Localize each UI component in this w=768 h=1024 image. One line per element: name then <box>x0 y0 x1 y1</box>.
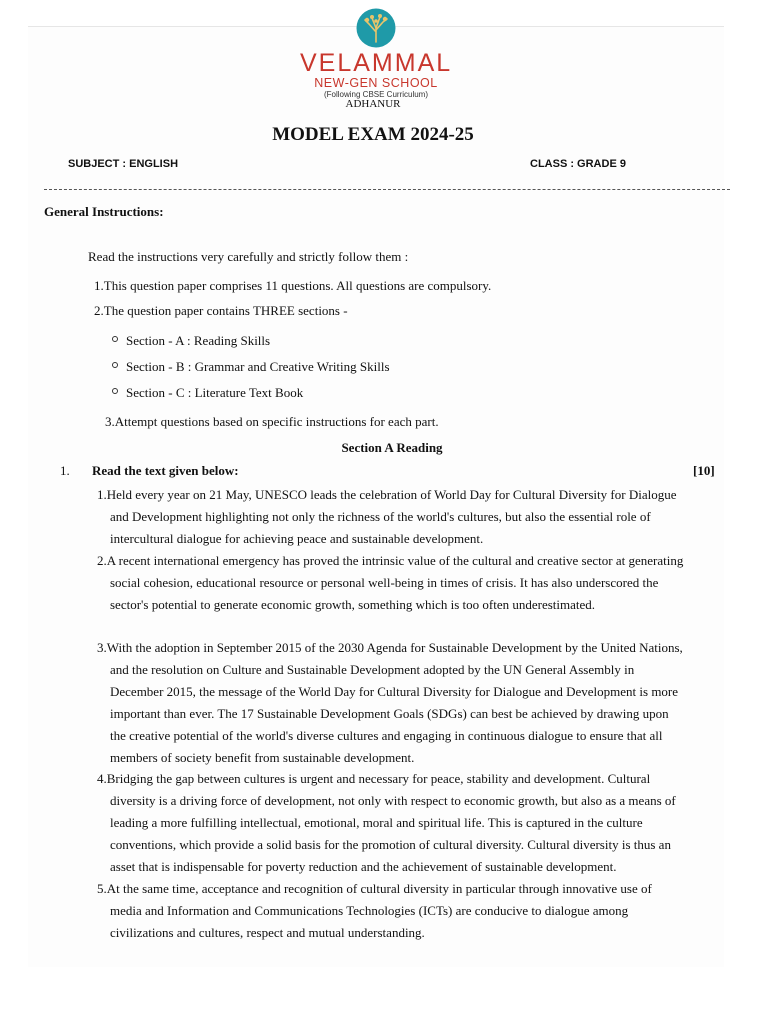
passage-paragraph: 1.Held every year on 21 May, UNESCO leads the celebration of World Day for Cultural Diversity for Dialogue and Development highlighting not only the richness of the world's cultures, but also the essential role of intercultural dialogue for achieving peace and sustainable development. <box>97 487 677 546</box>
question-text: Read the text given below: <box>92 463 239 478</box>
tree-emblem-icon <box>355 8 397 48</box>
school-logo <box>300 8 452 100</box>
bullet-circle-icon <box>112 336 118 342</box>
subject-label: SUBJECT : ENGLISH <box>68 158 179 170</box>
instructions-heading: General Instructions: <box>44 204 164 219</box>
passage-paragraph: 5.At the same time, acceptance and recognition of cultural diversity in particular through innovative use of media and Information and Communications Technologies (ICTs) are conducive to dialogue among civilizations and cultures, respect and mutual understanding. <box>97 881 652 940</box>
passage-paragraph: 3.With the adoption in September 2015 of the 2030 Agenda for Sustainable Development by the United Nations, and the resolution on Culture and Sustainable Development adopted by the UN General Assembly in December 2015, the message of the World Day for Cultural Diversity for Dialogue and Development is more important than ever. The 17 Sustainable Development Goals (SDGs) can best be achieved by drawing upon the creative potential of the world's diverse cultures and engaging in continuous dialogue to ensure that all members of society benefit from sustainable development. <box>97 640 683 765</box>
brand-subtitle: NEW-GEN SCHOOL <box>314 76 438 90</box>
bullet-circle-icon <box>112 388 118 394</box>
section-list-item: Section - C : Literature Text Book <box>126 385 304 400</box>
class-label: CLASS : GRADE 9 <box>530 158 626 170</box>
section-list-item: Section - B : Grammar and Creative Writing Skills <box>126 359 390 374</box>
passage-paragraph: 2.A recent international emergency has proved the intrinsic value of the cultural and creative sector at generating social cohesion, educational resource or personal well-being in times of crisis. It has also underscored the sector's potential to generate economic growth, something which is too often underestimated. <box>97 553 684 612</box>
bullet-circle-icon <box>112 362 118 368</box>
instruction-item: 3.Attempt questions based on specific instructions for each part. <box>105 414 439 429</box>
section-a-heading: Section A Reading <box>341 440 443 455</box>
school-location: ADHANUR <box>345 98 401 110</box>
section-list-item: Section - A : Reading Skills <box>126 333 271 348</box>
dashed-divider <box>44 189 730 190</box>
passage-paragraph: 4.Bridging the gap between cultures is urgent and necessary for peace, stability and development. Cultural diversity is a driving force of development, not only with respect to economic growth, but also as a means of leading a more fulfilling intellectual, emotional, moral and spiritual life. This is captured in the culture conventions, which provide a solid basis for the promotion of cultural diversity. Cultural diversity is thus an asset that is indispensable for poverty reduction and the achievement of sustainable development. <box>97 771 676 874</box>
instruction-item: 2.The question paper contains THREE sections - <box>94 303 348 318</box>
instructions-intro: Read the instructions very carefully and strictly follow them : <box>88 249 409 264</box>
brand-name: VELAMMAL <box>300 49 453 77</box>
question-marks: [10] <box>693 463 715 478</box>
question-number: 1. <box>60 463 70 478</box>
brand-note: (Following CBSE Curriculum) <box>323 90 429 99</box>
instruction-item: 1.This question paper comprises 11 questions. All questions are compulsory. <box>94 278 492 293</box>
exam-title: MODEL EXAM 2024-25 <box>272 124 474 145</box>
